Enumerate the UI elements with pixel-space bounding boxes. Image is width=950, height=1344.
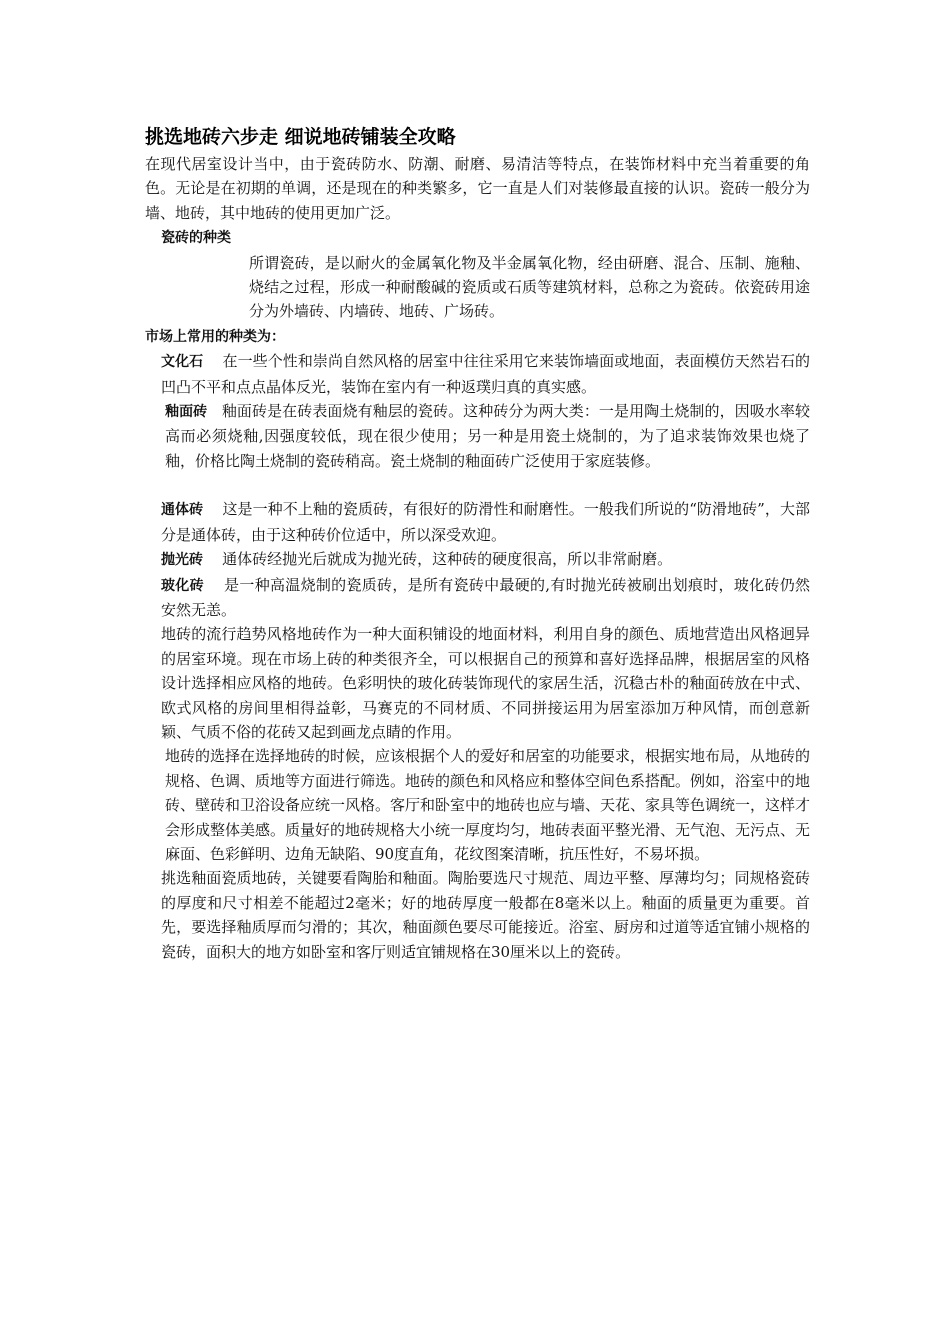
- type-desc: 这是一种不上釉的瓷质砖，有很好的防滑性和耐磨性。一般我们所说的“防滑地砖”，大部分是通体砖，由于这种砖价位适中，所以深受欢迎。: [161, 500, 810, 544]
- section-heading-tile-types: [145, 225, 810, 250]
- document-page: [145, 124, 810, 964]
- intro-paragraph: 在现代居室设计当中，由于瓷砖防水、防潮、耐磨、易清洁等特点，在装饰材料中充当着重要的角色。无论是在初期的单调，还是现在的种类繁多，它一直是人们对装修最直接的认识。瓷砖一般分为墙、地砖，其中地砖的使用更加广泛。: [145, 155, 810, 222]
- type-item-through-body-tile: [145, 497, 810, 547]
- trend-paragraph: 地砖的流行趋势风格地砖作为一种大面积铺设的地面材料，利用自身的颜色、质地营造出风格迥异的居室环境。现在市场上砖的种类很齐全，可以根据自己的预算和喜好选择品牌，根据居室的风格设计选择相应风格的地砖。色彩明快的玻化砖装饰现代的家居生活，沉稳古朴的釉面砖放在中式、欧式风格的房间里相得益彰，马赛克的不同材质、不同拼接运用为居室添加万种风情，而创意新颖、气质不俗的花砖又起到画龙点睛的作用。: [161, 625, 810, 741]
- selection-paragraph: 地砖的选择在选择地砖的时候，应该根据个人的爱好和居室的功能要求，根据实地布局，从地砖的规格、色调、质地等方面进行筛选。地砖的颜色和风格应和整体空间色系搭配。例如，浴室中的地砖、壁砖和卫浴设备应统一风格。客厅和卧室中的地砖也应与墙、天花、家具等色调统一，这样才会形成整体美感。质量好的地砖规格大小统一厚度均匀，地砖表面平整光滑、无气泡、无污点、无麻面、色彩鲜明、边角无缺陷、90度直角，花纹图案清晰，抗压性好，不易坏损。: [165, 747, 811, 863]
- common-types-heading: [145, 324, 810, 349]
- type-desc: 是一种高温烧制的瓷质砖，是所有瓷砖中最硬的,有时抛光砖被刷出划痕时，玻化砖仍然安然无恙。: [161, 575, 811, 619]
- common-types-heading-label: 市场上常用的种类为：: [145, 328, 285, 345]
- section-heading-label: 瓷砖的种类: [161, 230, 231, 247]
- type-item-vitrified-tile: [145, 573, 810, 623]
- type-item-glazed-tile: [145, 399, 810, 473]
- type-desc: 在一些个性和崇尚自然风格的居室中往往采用它来装饰墙面或地面，表面模仿天然岩石的凹凸不平和点点晶体反光，装饰在室内有一种返璞归真的真实感。: [161, 352, 811, 396]
- type-name: 通体砖: [161, 502, 204, 519]
- tile-definition-paragraph: 所谓瓷砖，是以耐火的金属氧化物及半金属氧化物，经由研磨、混合、压制、施釉、烧结之过程，形成一种耐酸碱的瓷质或石质等建筑材料，总称之为瓷砖。依瓷砖用途分为外墙砖、内墙砖、地砖、广场砖。: [249, 253, 810, 321]
- glazed-selection-paragraph: 挑选釉面瓷质地砖，关键要看陶胎和釉面。陶胎要选尺寸规范、周边平整、厚薄均匀；同规格瓷砖的厚度和尺寸相差不能超过2毫米；好的地砖厚度一般都在8毫米以上。釉面的质量更为重要。首先，要选择釉质厚而匀滑的；其次，釉面颜色要尽可能接近。浴室、厨房和过道等适宜铺小规格的瓷砖，面积大的地方如卧室和客厅则适宜铺规格在30厘米以上的瓷砖。: [161, 869, 810, 961]
- type-name: 抛光砖: [161, 552, 203, 569]
- type-name: 文化石: [161, 354, 204, 371]
- type-name: 釉面砖: [165, 404, 208, 421]
- document-title: 挑选地砖六步走 细说地砖铺装全攻略: [145, 126, 456, 148]
- type-desc: 釉面砖是在砖表面烧有釉层的瓷砖。这种砖分为两大类：一是用陶土烧制的，因吸水率较高而必须烧釉,因强度较低，现在很少使用；另一种是用瓷土烧制的，为了追求装饰效果也烧了釉，价格比陶土烧制的瓷砖稍高。瓷土烧制的釉面砖广泛使用于家庭装修。: [165, 402, 811, 470]
- type-name: 玻化砖: [161, 577, 204, 594]
- type-item-polished-tile: [145, 547, 810, 572]
- type-item-cultured-stone: [145, 349, 810, 399]
- type-desc: 通体砖经抛光后就成为抛光砖，这种砖的硬度很高，所以非常耐磨。: [222, 550, 673, 569]
- blank-line: [145, 473, 810, 497]
